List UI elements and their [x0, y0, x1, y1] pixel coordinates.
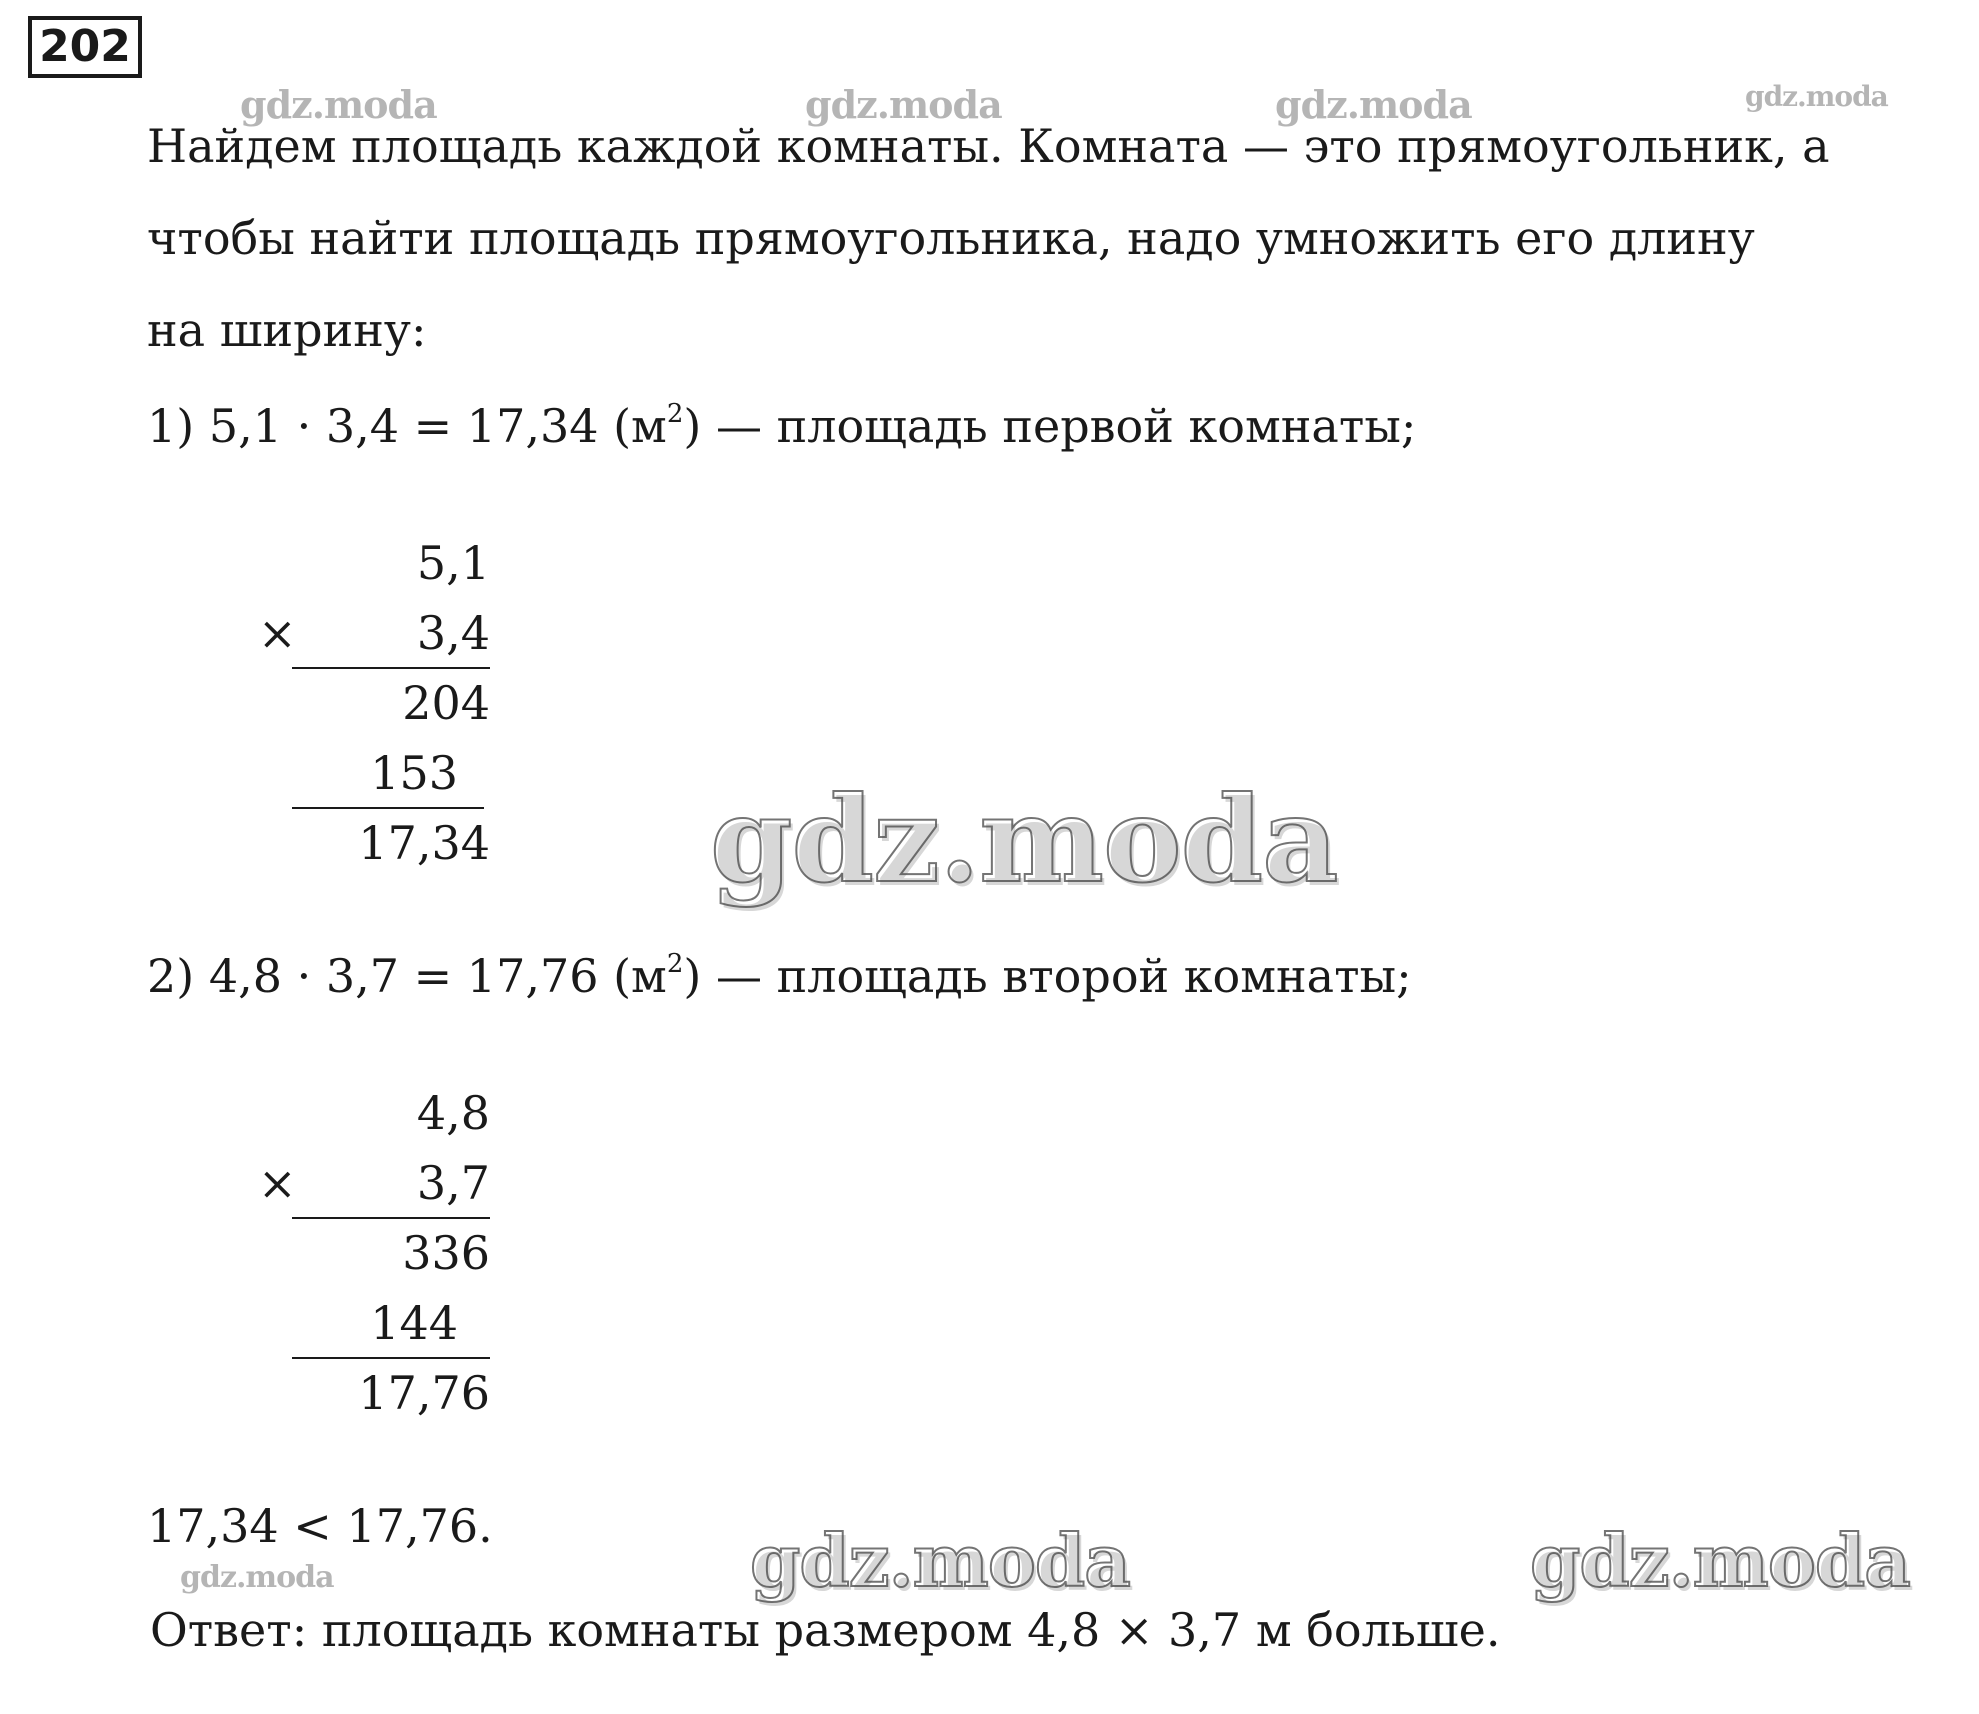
watermark-large: gdz.moda [1530, 1518, 1910, 1603]
product-result: 17,76 [358, 1366, 490, 1420]
multiplier: 3,7 [416, 1156, 490, 1210]
rule-line [292, 1357, 490, 1359]
partial-product-1: 204 [402, 676, 490, 730]
multiply-sign: × [258, 1156, 297, 1210]
partial-product-2: 153 [370, 746, 458, 800]
comparison: 17,34 < 17,76. [147, 1499, 493, 1553]
watermark: gdz.moda [1745, 80, 1888, 113]
column-multiplication-2 [160, 1085, 490, 1425]
watermark: gdz.moda [240, 82, 437, 127]
rule-line [292, 667, 490, 669]
watermark: gdz.moda [180, 1560, 334, 1595]
multiply-sign: × [258, 606, 297, 660]
step-2-exponent: 2 [666, 949, 684, 979]
multiplicand: 4,8 [416, 1086, 490, 1140]
step-2-suffix: ) — площадь второй комнаты; [683, 949, 1412, 1003]
multiplier: 3,4 [416, 606, 490, 660]
intro-line-2: чтобы найти площадь прямоугольника, надо умножить его длину [147, 211, 1755, 265]
task-number: 202 [28, 16, 142, 78]
watermark-large: gdz.moda [750, 1518, 1130, 1603]
product-result: 17,34 [358, 816, 490, 870]
rule-line [292, 1217, 490, 1219]
rule-line [292, 807, 484, 809]
column-multiplication-1 [160, 535, 490, 875]
watermark: gdz.moda [1275, 82, 1472, 127]
partial-product-2: 144 [370, 1296, 458, 1350]
step-1 [147, 398, 1416, 454]
watermark: gdz.moda [805, 82, 1002, 127]
intro-line-3: на ширину: [147, 303, 427, 357]
step-2-prefix: 2) 4,8 · 3,7 = 17,76 (м [147, 949, 667, 1003]
watermark-large: gdz.moda [710, 770, 1338, 909]
intro-line-1: Найдем площадь каждой комнаты. Комната — это прямоугольник, а [147, 119, 1830, 173]
partial-product-1: 336 [402, 1226, 490, 1280]
step-1-suffix: ) — площадь первой комнаты; [683, 399, 1417, 453]
multiplicand: 5,1 [416, 536, 490, 590]
answer: Ответ: площадь комнаты размером 4,8 × 3,7 м больше. [150, 1603, 1501, 1657]
step-1-exponent: 2 [666, 399, 684, 429]
step-1-prefix: 1) 5,1 · 3,4 = 17,34 (м [147, 399, 667, 453]
step-2 [147, 948, 1412, 1004]
